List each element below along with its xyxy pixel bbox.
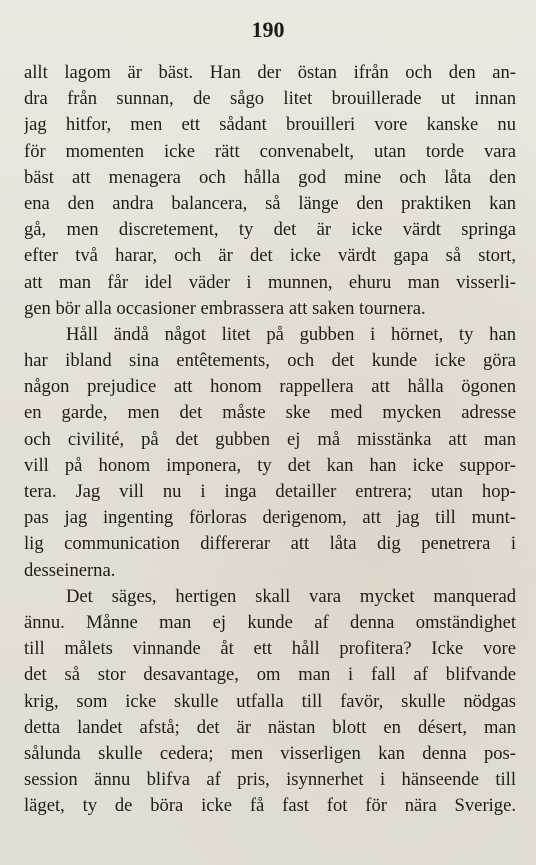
text-line: ena den andra balancera, så länge den praktiken kan: [24, 192, 516, 214]
text-line: sålunda skulle cedera; men visserligen kan denna pos-: [24, 742, 516, 764]
text-line: krig, som icke skulle utfalla till favör, skulle nödgas: [24, 690, 516, 712]
text-line: efter två harar, och är det icke värdt gapa så stort,: [24, 245, 516, 267]
text-line: det så stor desavantage, om man i fall af blifvande: [24, 664, 516, 686]
text-line: bäst att menagera och hålla god mine och låta den: [24, 166, 516, 188]
text-line: ännu. Månne man ej kunde af denna omständighet: [24, 611, 516, 633]
text-line: läget, ty de böra icke få fast fot för nära Sverige.: [24, 795, 516, 817]
text-line: gå, men discretement, ty det är icke värdt springa: [24, 219, 516, 241]
text-line: dra från sunnan, de sågo litet brouillerade ut innan: [24, 88, 516, 110]
page-number: 190: [251, 17, 285, 42]
text-line: en garde, men det måste ske med mycken adresse: [24, 402, 516, 424]
text-line: gen bör alla occasioner embrassera att saken tournera.: [24, 297, 426, 319]
text-line: att man får idel väder i munnen, ehuru man visserli-: [24, 271, 516, 293]
text-line: Det säges, hertigen skall vara mycket manquerad: [66, 585, 516, 607]
text-line: pas jag ingenting förloras derigenom, att jag till munt-: [24, 507, 516, 529]
text-line: detta landet afstå; det är nästan blott en désert, man: [24, 716, 516, 738]
text-line: för momenten icke rätt convenabelt, utan torde vara: [24, 140, 516, 162]
text-line: någon prejudice att honom rappellera att hålla ögonen: [24, 376, 516, 398]
text-line: lig communication differerar att låta dig penetrera i: [24, 533, 516, 555]
text-line: Håll ändå något litet på gubben i hörnet, ty han: [66, 323, 516, 345]
text-line: till målets vinnande åt ett håll profitera? Icke vore: [24, 638, 516, 660]
text-line: och civilité, på det gubben ej må misstänka att man: [24, 428, 516, 450]
text-line: jag hitfor, men ett sådant brouilleri vore kanske nu: [24, 114, 516, 136]
body-text: [24, 60, 516, 819]
text-line: desseinerna.: [24, 559, 116, 581]
text-line: har ibland sina entêtements, och det kunde icke göra: [24, 350, 516, 372]
text-line: allt lagom är bäst. Han der östan ifrån och den an-: [24, 62, 516, 83]
text-line: tera. Jag vill nu i inga detailler entrera; utan hop-: [24, 481, 516, 502]
text-line: vill på honom imponera, ty det kan han icke suppor-: [24, 454, 516, 476]
text-line: session ännu blifva af pris, isynnerhet i hänseende till: [24, 769, 516, 791]
